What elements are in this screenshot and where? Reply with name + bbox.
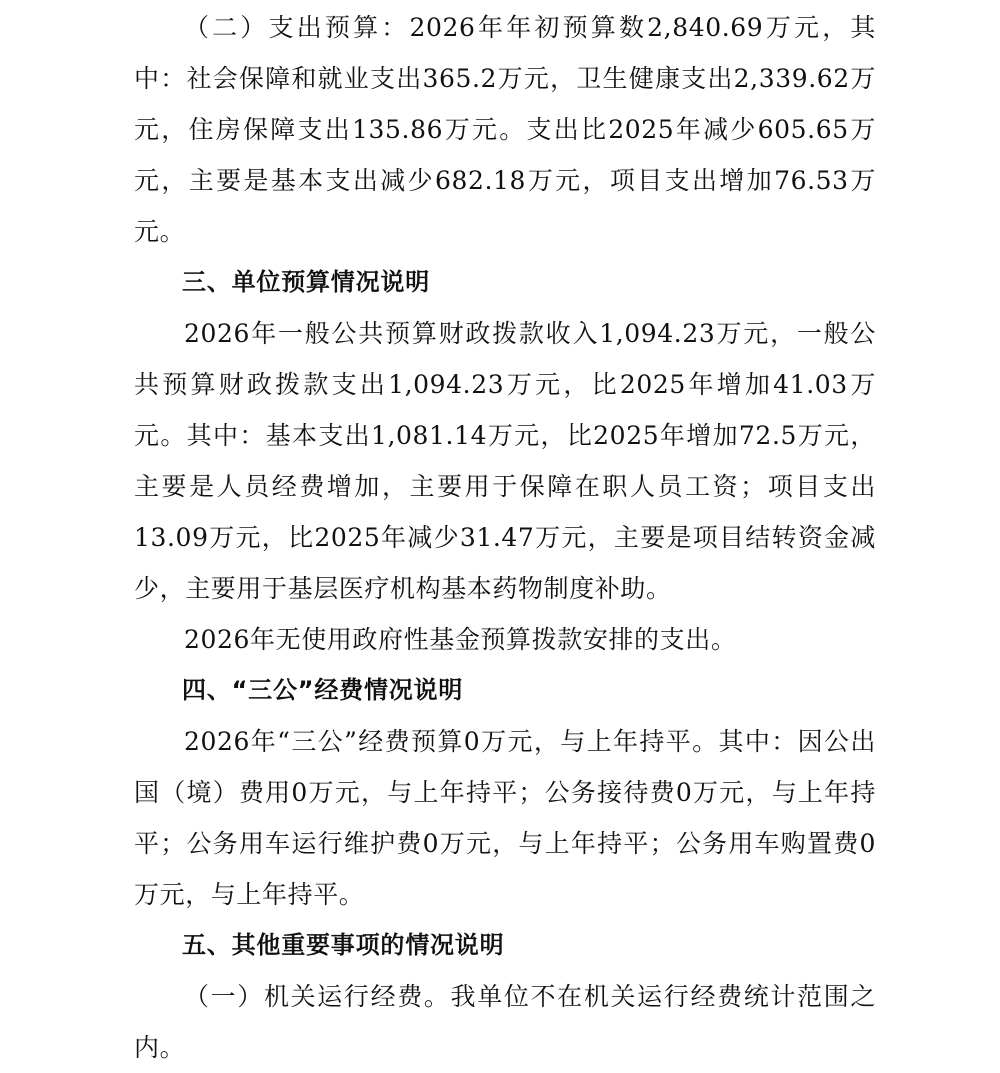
paragraph-three-public-expenses: 2026年“三公”经费预算0万元，与上年持平。其中：因公出国（境）费用0万元，与上年持平；公务接待费0万元，与上年持平；公务用车运行维护费0万元，与上年持平；公务用车购置费0万元，与上年持平。: [134, 727, 876, 909]
paragraph-expenditure-budget: （二）支出预算：2026年年初预算数2,840.69万元，其中：社会保障和就业支出365.2万元，卫生健康支出2,339.62万元，住房保障支出135.86万元。支出比2025年减少605.65万元，主要是基本支出减少682.18万元，项目支出增加76.53万元。: [134, 13, 876, 246]
paragraph-agency-operating-expenses: （一）机关运行经费。我单位不在机关运行经费统计范围之内。: [134, 982, 876, 1062]
paragraph-government-fund-budget: 2026年无使用政府性基金预算拨款安排的支出。: [184, 625, 737, 654]
heading-three-public-expenses: 四、“三公”经费情况说明: [182, 676, 464, 704]
heading-other-important-matters: 五、其他重要事项的情况说明: [182, 931, 505, 959]
heading-unit-budget: 三、单位预算情况说明: [182, 268, 430, 296]
document-body: [134, 2, 876, 1073]
paragraph-general-public-budget: 2026年一般公共预算财政拨款收入1,094.23万元，一般公共预算财政拨款支出1,094.23万元，比2025年增加41.03万元。其中：基本支出1,081.14万元，比2025年增加72.5万元，主要是人员经费增加，主要用于保障在职人员工资；项目支出13.09万元，比2025年减少31.47万元，主要是项目结转资金减少，主要用于基层医疗机构基本药物制度补助。: [134, 319, 876, 603]
